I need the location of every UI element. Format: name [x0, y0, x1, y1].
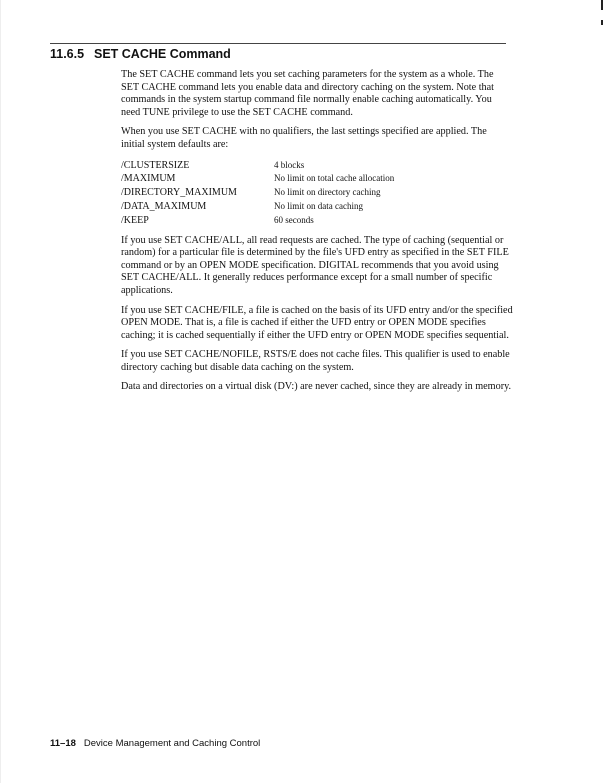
qualifier-value: 60 seconds	[274, 214, 314, 225]
section-number: 11.6.5	[50, 47, 85, 61]
qualifier-name: /KEEP	[121, 214, 149, 226]
section-body	[121, 69, 513, 401]
qualifier-value: No limit on directory caching	[274, 187, 381, 198]
page-number: 11–18	[50, 738, 76, 749]
section-rule	[50, 43, 506, 44]
paragraph-cache-file: If you use SET CACHE/FILE, a file is cached on the basis of its UFD entry and/or the specified OPEN MODE. That is, a file is cached if either the UFD entry or OPEN MODE specifies caching; it is cached sequentially if either the UFD entry or OPEN MODE specifies sequential.	[121, 304, 513, 341]
paragraph-cache-nofile: If you use SET CACHE/NOFILE, RSTS/E does not cache files. This qualifier is used to enable directory caching but disable data caching on the system.	[121, 349, 510, 373]
scan-edge-mark	[601, 0, 603, 10]
defaults-row	[121, 186, 513, 200]
scan-edge-mark	[601, 20, 603, 25]
scan-left-edge	[0, 0, 1, 783]
qualifier-value: 4 blocks	[274, 159, 305, 170]
defaults-row	[121, 172, 513, 186]
qualifier-name: /DATA_MAXIMUM	[121, 200, 207, 212]
defaults-table	[121, 159, 513, 228]
defaults-row	[121, 159, 513, 173]
section-heading	[50, 47, 231, 61]
qualifier-value: No limit on total cache allocation	[274, 173, 395, 184]
paragraph-intro: The SET CACHE command lets you set caching parameters for the system as a whole. The SET CACHE command lets you enable data and directory caching on the system. Note that commands in the system startup command file normally enable caching automatically. You need TUNE privilege to use the SET CACHE command.	[121, 69, 494, 118]
section-title: SET CACHE Command	[94, 47, 231, 61]
qualifier-name: /CLUSTERSIZE	[121, 159, 190, 171]
page-footer	[50, 738, 260, 749]
qualifier-name: /DIRECTORY_MAXIMUM	[121, 187, 237, 199]
qualifier-value: No limit on data caching	[274, 200, 363, 211]
paragraph-defaults-intro: When you use SET CACHE with no qualifiers, the last settings specified are applied. The initial system defaults are:	[121, 126, 487, 150]
defaults-row	[121, 214, 513, 228]
paragraph-cache-all: If you use SET CACHE/ALL, all read requests are cached. The type of caching (sequential or random) for a particular file is determined by the file's UFD entry as specified in the SET FILE command or by an OPEN MODE specification. DIGITAL recommends that you avoid using SET CACHE/ALL. It generally reduces performance except for a small number of specific applications.	[121, 234, 509, 296]
paragraph-virtual-disk: Data and directories on a virtual disk (DV:) are never cached, since they are already in memory.	[121, 381, 512, 393]
footer-title: Device Management and Caching Control	[83, 738, 261, 749]
qualifier-name: /MAXIMUM	[121, 173, 176, 185]
defaults-row	[121, 200, 513, 214]
